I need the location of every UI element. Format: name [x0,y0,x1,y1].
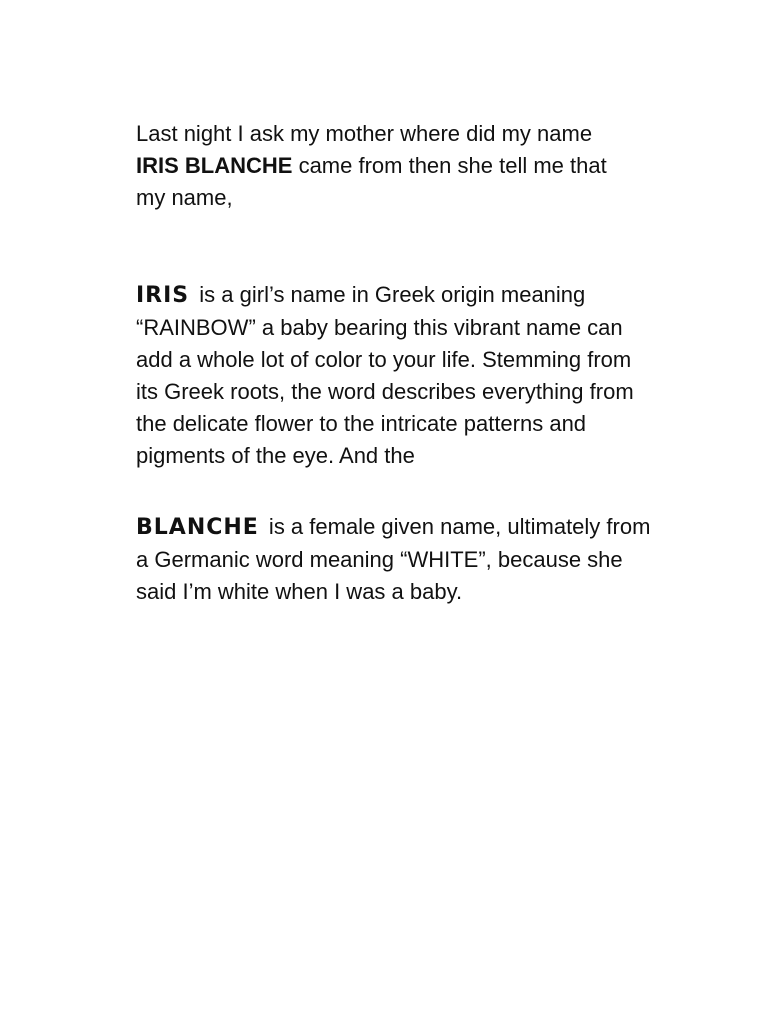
blanche-keyword: BLANCHE [136,515,259,540]
blanche-description: is a female given name, ultimately from a Germanic word meaning “WHITE”, because she said I’m white when I was a baby. [136,514,651,604]
iris-description: is a girl’s name in Greek origin meaning “RAINBOW” a baby bearing this vibrant name can add a whole lot of color to your life. Stemming from its Greek roots, the word describes everything from the delicate flower to the intricate patterns and pigments of the eye. And the [136,282,634,468]
iris-paragraph [136,279,656,472]
iris-keyword: IRIS [136,283,190,308]
full-name-bold: IRIS BLANCHE [136,153,293,178]
intro-text-end: came from then she tell me that my name, [136,153,607,210]
blanche-paragraph [136,511,656,608]
intro-paragraph [136,118,636,214]
intro-text-start: Last night I ask my mother where did my name [136,121,593,146]
